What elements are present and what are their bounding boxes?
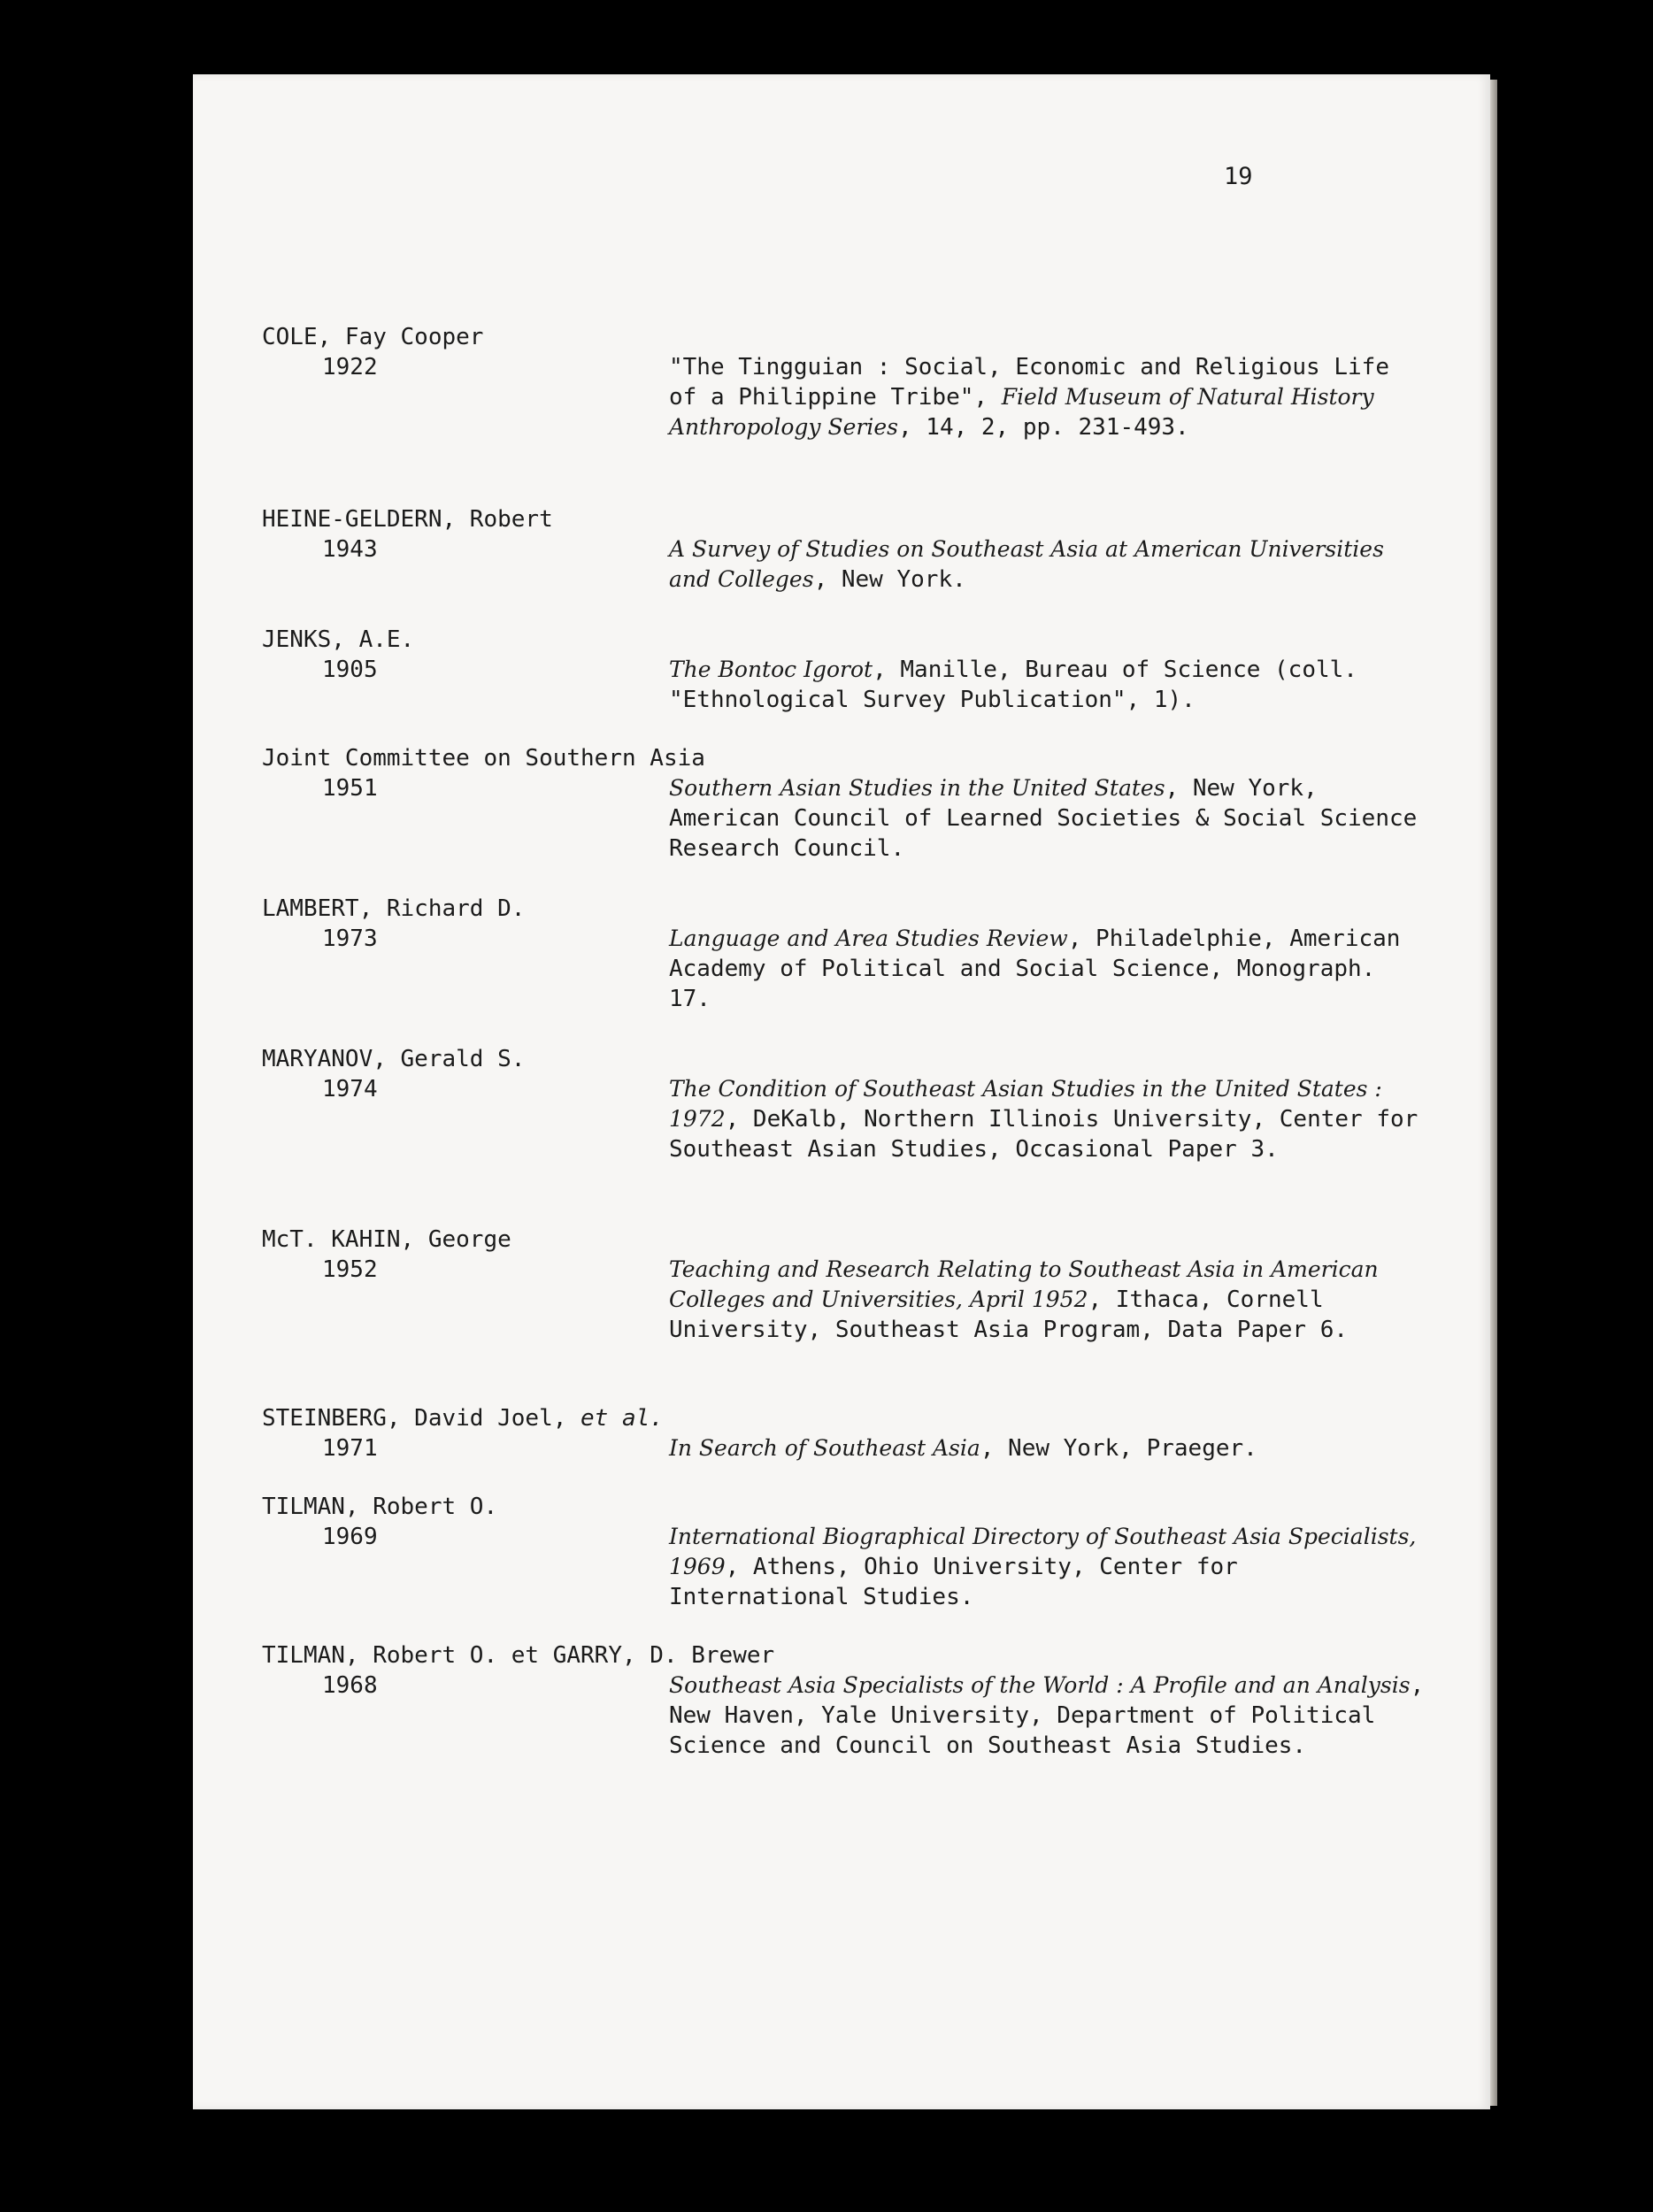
entry-year: 1968 — [322, 1672, 378, 1699]
entry-author: Joint Committee on Southern Asia — [262, 745, 705, 772]
entry-reference: A Survey of Studies on Southeast Asia at American Universities and Colleges, New York. — [669, 536, 1384, 593]
entry-reference: Teaching and Research Relating to Southeast Asia in American Colleges and Universities, April 1952, Ithaca, Cornell University, Southeast Asia Program, Data Paper 6. — [669, 1256, 1379, 1343]
page-number: 19 — [1224, 163, 1253, 190]
entry-reference: Southeast Asia Specialists of the World : A Profile and an Analysis, New Haven, Yale University, Department of Political Science and Council on Southeast Asia Studies. — [669, 1672, 1425, 1759]
entry-year: 1971 — [322, 1435, 378, 1462]
bibliography-entry — [262, 1403, 1448, 1463]
entry-reference: Southern Asian Studies in the United States, New York, American Council of Learned Societies & Social Science Research Council. — [669, 775, 1418, 862]
entry-author: TILMAN, Robert O. — [262, 1494, 498, 1520]
entry-year: 1973 — [322, 926, 378, 952]
entry-author: COLE, Fay Cooper — [262, 324, 484, 350]
bibliography-entry — [262, 1044, 1448, 1164]
entry-year: 1922 — [322, 354, 378, 380]
page-edge — [1490, 80, 1497, 2106]
bibliography-entry — [262, 1640, 1448, 1761]
entry-reference: In Search of Southeast Asia, New York, Praeger. — [669, 1435, 1257, 1462]
entry-author: HEINE-GELDERN, Robert — [262, 506, 553, 533]
entry-author: JENKS, A.E. — [262, 626, 415, 653]
entry-author: TILMAN, Robert O. et GARRY, D. Brewer — [262, 1642, 775, 1669]
entry-reference: International Biographical Directory of Southeast Asia Specialists, 1969, Athens, Ohio University, Center for International Studies. — [669, 1524, 1417, 1610]
entry-author: MARYANOV, Gerald S. — [262, 1046, 526, 1072]
entry-author: McT. KAHIN, George — [262, 1226, 511, 1253]
bibliography-entry — [262, 625, 1448, 715]
entry-year: 1951 — [322, 775, 378, 802]
entry-reference: The Condition of Southeast Asian Studies in the United States : 1972, DeKalb, Northern Illinois University, Center for Southeast Asian Studies, Occasional Paper 3. — [669, 1076, 1419, 1163]
entry-reference: Language and Area Studies Review, Philadelphie, American Academy of Political and Social Science, Monograph. 17. — [669, 926, 1401, 1012]
entry-year: 1969 — [322, 1524, 378, 1550]
entry-author: LAMBERT, Richard D. — [262, 895, 526, 922]
entry-year: 1952 — [322, 1256, 378, 1283]
bibliography-entry — [262, 322, 1448, 442]
bibliography-entry — [262, 504, 1448, 595]
entry-year: 1943 — [322, 536, 378, 563]
entry-year: 1905 — [322, 657, 378, 683]
entry-author: STEINBERG, David Joel, et al. — [262, 1405, 664, 1432]
entry-reference: The Bontoc Igorot, Manille, Bureau of Science (coll. "Ethnological Survey Publication", 1). — [669, 657, 1357, 713]
entry-reference: "The Tingguian : Social, Economic and Religious Life of a Philippine Tribe", Field Museum of Natural History Anthropology Series, 14, 2, pp. 231-493. — [669, 354, 1389, 441]
bibliography-entry — [262, 894, 1448, 1014]
entry-year: 1974 — [322, 1076, 378, 1102]
bibliography-entry — [262, 1492, 1448, 1612]
bibliography-entry — [262, 1225, 1448, 1345]
bibliography-entry — [262, 743, 1448, 864]
document-page — [193, 74, 1490, 2109]
